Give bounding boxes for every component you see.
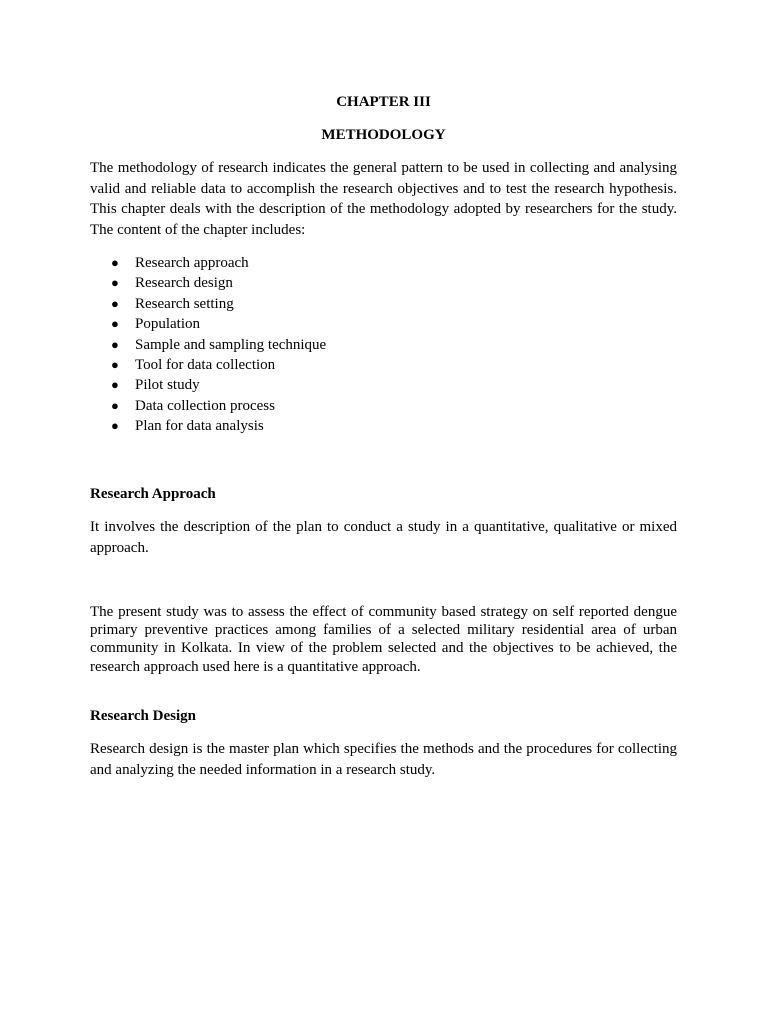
list-item-label: Sample and sampling technique xyxy=(135,336,327,353)
list-item-label: Data collection process xyxy=(135,397,275,414)
research-approach-heading: Research Approach xyxy=(90,486,216,502)
list-item xyxy=(90,253,490,273)
list-item-label: Research design xyxy=(135,275,233,292)
list-item-label: Research approach xyxy=(135,255,249,271)
list-item-label: Research setting xyxy=(135,295,234,312)
research-design-heading: Research Design xyxy=(90,708,196,724)
bullet-icon: ● xyxy=(111,255,119,270)
list-item xyxy=(90,396,490,416)
list-item xyxy=(90,273,490,293)
document-page xyxy=(90,0,677,1024)
list-item xyxy=(90,416,490,436)
chapter-contents-list xyxy=(90,253,490,437)
research-design-definition: Research design is the master plan which specifies the methods and the procedures for collecting and analyzing the needed information in a research study. xyxy=(90,741,677,778)
research-approach-definition: It involves the description of the plan to conduct a study in a quantitative, qualitative or mixed approach. xyxy=(90,519,677,556)
list-item xyxy=(90,375,490,395)
bullet-icon: ● xyxy=(111,295,119,311)
list-item-label: Plan for data analysis xyxy=(135,418,264,435)
list-item xyxy=(90,335,490,355)
list-item-label: Pilot study xyxy=(135,377,200,394)
list-item xyxy=(90,355,490,375)
bullet-icon: ● xyxy=(111,275,119,291)
bullet-icon: ● xyxy=(111,336,119,352)
list-item-label: Tool for data collection xyxy=(135,356,276,373)
bullet-icon: ● xyxy=(111,397,119,413)
list-item xyxy=(90,294,490,314)
chapter-title: METHODOLOGY xyxy=(321,127,446,143)
bullet-icon: ● xyxy=(111,316,119,332)
list-item-label: Population xyxy=(135,316,201,333)
list-item xyxy=(90,314,490,334)
bullet-icon: ● xyxy=(111,377,119,393)
chapter-number: CHAPTER III xyxy=(336,94,431,110)
bullet-icon: ● xyxy=(111,356,119,372)
intro-paragraph: The methodology of research indicates the general pattern to be used in collecting and analysing valid and reliable data to accomplish the research objectives and to test the research hypothesis. This chapter deals with the description of the methodology adopted by researchers for the study. The content of the chapter includes: xyxy=(90,160,677,239)
research-approach-present-study: The present study was to assess the effect of community based strategy on self reported dengue primary preventive practices among families of a selected military residential area of urban community in Kolkata. In view of the problem selected and the objectives to be achieved, the research approach used here is a quantitative approach. xyxy=(90,604,677,675)
bullet-icon: ● xyxy=(111,418,119,434)
